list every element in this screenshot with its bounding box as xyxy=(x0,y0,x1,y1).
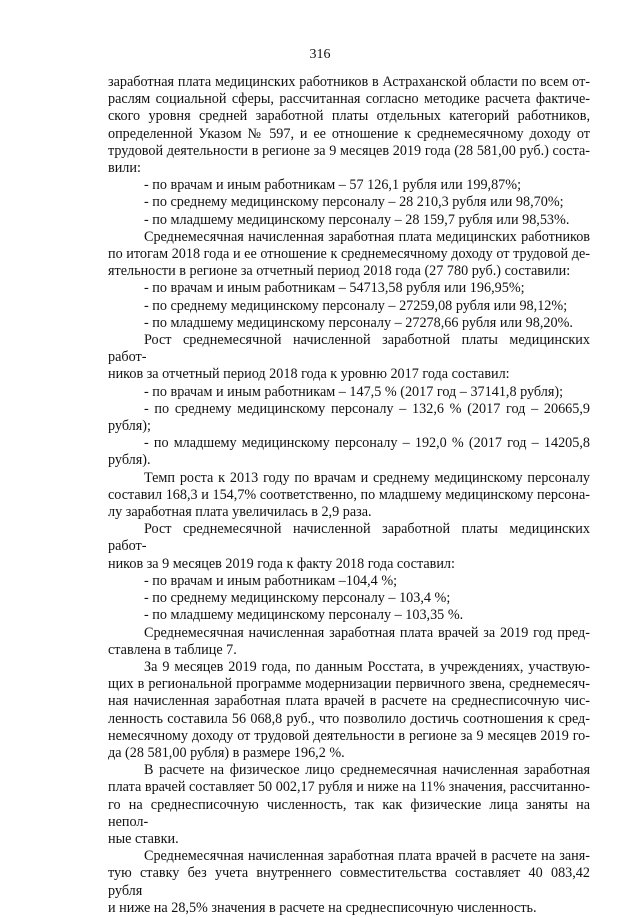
text-line: Рост среднемесячной начисленной заработной платы медицинских работ- xyxy=(108,521,590,555)
text-line: Среднемесячная начисленная заработная плата врачей в расчете на заня- xyxy=(144,848,590,865)
text-line: ников за отчетный период 2018 года к уровню 2017 года составил: xyxy=(108,366,510,383)
text-line: - по младшему медицинскому персоналу – 27278,66 рубля или 98,20%. xyxy=(144,314,573,331)
text-line: - по среднему медицинскому персоналу – 28 210,3 рубля или 98,70%; xyxy=(144,194,564,211)
text-line: го на среднесписочную численность, так как физические лица заняты на непол- xyxy=(108,796,590,830)
text-line: ные ставки. xyxy=(108,830,179,847)
text-line: ная начисленная заработная плата врачей в расчете на среднесписочную чис- xyxy=(108,693,590,710)
text-line: вили: xyxy=(108,160,141,177)
text-line: - по среднему медицинскому персоналу – 132,6 % (2017 год – 20665,9 xyxy=(144,400,590,417)
text-line: лу заработная плата увеличилась в 2,9 раза. xyxy=(108,504,372,521)
text-line: В расчете на физическое лицо среднемесячная начисленная заработная xyxy=(144,762,590,779)
body-text xyxy=(108,74,590,917)
text-line: да (28 581,00 рубля) в размере 196,2 %. xyxy=(108,744,345,761)
text-line: - по врачам и иным работникам – 147,5 % (2017 год – 37141,8 рубля); xyxy=(144,383,564,400)
text-line: составил 168,3 и 154,7% соответственно, по младшему медицинскому персона- xyxy=(108,486,590,503)
text-line: ленность составила 56 068,8 руб., что позволило достичь соотношения к сред- xyxy=(108,710,590,727)
text-line: раслям социальной сферы, рассчитанная согласно методике расчета фактиче- xyxy=(108,91,590,108)
text-line: - по врачам и иным работникам – 57 126,1 рубля или 199,87%; xyxy=(144,177,522,194)
text-line: ятельности в регионе за отчетный период 2018 года (27 780 руб.) составили: xyxy=(108,263,571,280)
text-line: трудовой деятельности в регионе за 9 месяцев 2019 года (28 581,00 руб.) соста- xyxy=(108,142,590,159)
text-line: определенной Указом № 597, и ее отношение к среднемесячному доходу от xyxy=(108,125,590,142)
text-line: ставлена в таблице 7. xyxy=(108,641,237,658)
text-line: по итогам 2018 года и ее отношение к среднемесячному доходу от трудовой де- xyxy=(108,246,590,263)
text-line: Среднемесячная начисленная заработная плата врачей за 2019 год пред- xyxy=(144,624,590,641)
text-line: Среднемесячная начисленная заработная плата медицинских работников xyxy=(144,228,590,245)
text-line: - по младшему медицинскому персоналу – 28 159,7 рубля или 98,53%. xyxy=(144,211,570,228)
text-line: - по младшему медицинскому персоналу – 103,35 %. xyxy=(144,607,464,624)
text-line: немесячному доходу от трудовой деятельности в регионе за 9 месяцев 2019 го- xyxy=(108,727,590,744)
page-number: 316 xyxy=(309,47,331,62)
text-line: ского уровня средней заработной платы отдельных категорий работников, xyxy=(108,108,590,125)
text-line: - по среднему медицинскому персоналу – 103,4 %; xyxy=(144,590,451,607)
text-line: тую ставку без учета внутреннего совместительства составляет 40 083,42 рубля xyxy=(108,865,590,899)
text-line: - по среднему медицинскому персоналу – 27259,08 рубля или 98,12%; xyxy=(144,297,568,314)
text-line: щих в региональной программе модернизации первичного звена, среднемесяч- xyxy=(108,676,590,693)
text-line: и ниже на 28,5% значения в расчете на среднесписочную численность. xyxy=(108,899,537,916)
text-line: За 9 месяцев 2019 года, по данным Росстата, в учреждениях, участвую- xyxy=(144,658,590,675)
text-line: Темп роста к 2013 году по врачам и среднему медицинскому персоналу xyxy=(144,469,590,486)
text-line: рубля); xyxy=(108,418,151,435)
text-line: - по врачам и иным работникам –104,4 %; xyxy=(144,572,398,589)
text-line: заработная плата медицинских работников в Астраханской области по всем от- xyxy=(108,74,590,90)
text-line: Рост среднемесячной начисленной заработной платы медицинских работ- xyxy=(108,332,590,366)
text-line: - по врачам и иным работникам – 54713,58 рубля или 196,95%; xyxy=(144,280,525,297)
text-line: ников за 9 месяцев 2019 года к факту 2018 года составил: xyxy=(108,555,455,572)
text-line: - по младшему медицинскому персоналу – 192,0 % (2017 год – 14205,8 xyxy=(144,435,590,452)
text-line: рубля). xyxy=(108,452,151,469)
text-line: плата врачей составляет 50 002,17 рубля и ниже на 11% значения, рассчитанно- xyxy=(108,779,590,796)
